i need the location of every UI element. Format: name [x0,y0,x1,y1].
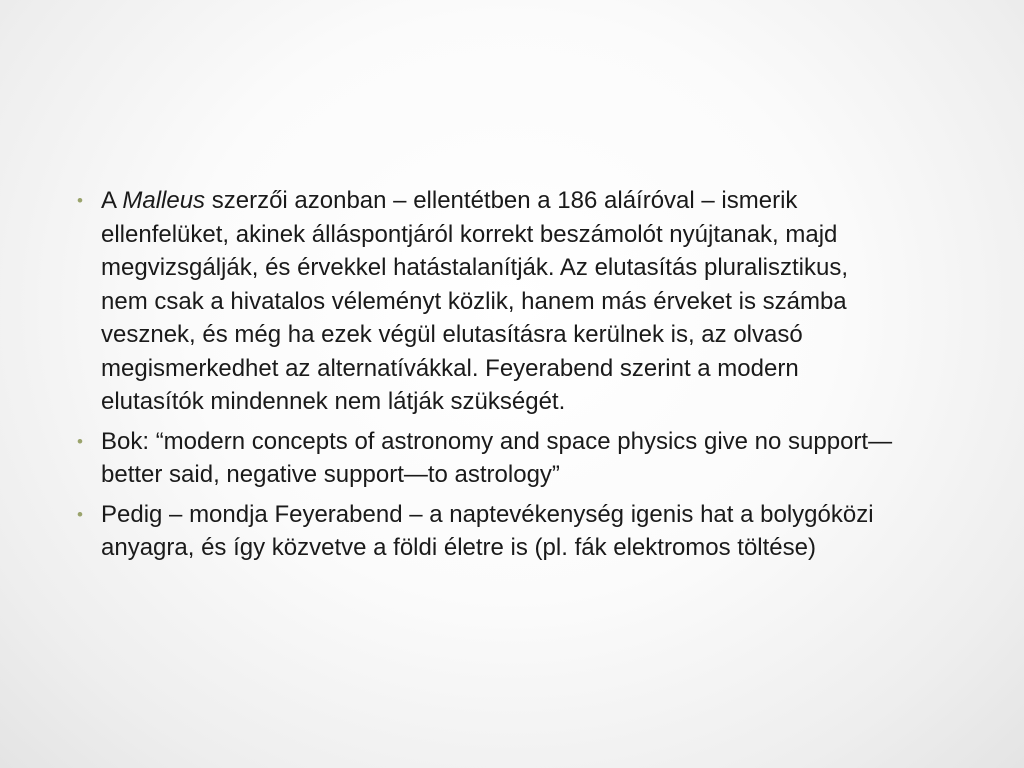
bullet-dot-icon: • [77,191,83,210]
bullet-item-feyerabend [76,498,896,565]
bullet-text-rest: szerzői azonban – ellentétben a 186 aláíróval – ismerik ellenfelüket, akinek álláspontjáról korrekt beszámolót nyújtanak, majd megvizsgálják, és érvekkel hatástalanítják. Az elutasítás pluralisztikus, nem csak a hivatalos véleményt közlik, hanem más érveket is számba vesznek, és még ha ezek végül elutasításra kerülnek is, az olvasó megismerkedhet az alternatívákkal. Feyerabend szerint a modern elutasítók mindennek nem látják szükségét. [101,187,849,415]
bullet-item-malleus [76,184,896,419]
bullet-dot-icon: • [77,504,83,524]
bullet-dot-icon: • [77,431,83,451]
bullet-text: Bok: “modern concepts of astronomy and space physics give no support—better said, negative support—to astrology” [101,427,893,488]
malleus-title: Malleus [122,187,206,214]
bullet-text: Pedig – mondja Feyerabend – a naptevékenység igenis hat a bolygóközi anyagra, és így közvetve a földi életre is (pl. fák elektromos töltése) [101,500,874,561]
bullet-text-prefix: A [101,187,123,214]
bullet-list [76,184,896,571]
bullet-item-bok-quote [76,425,896,492]
